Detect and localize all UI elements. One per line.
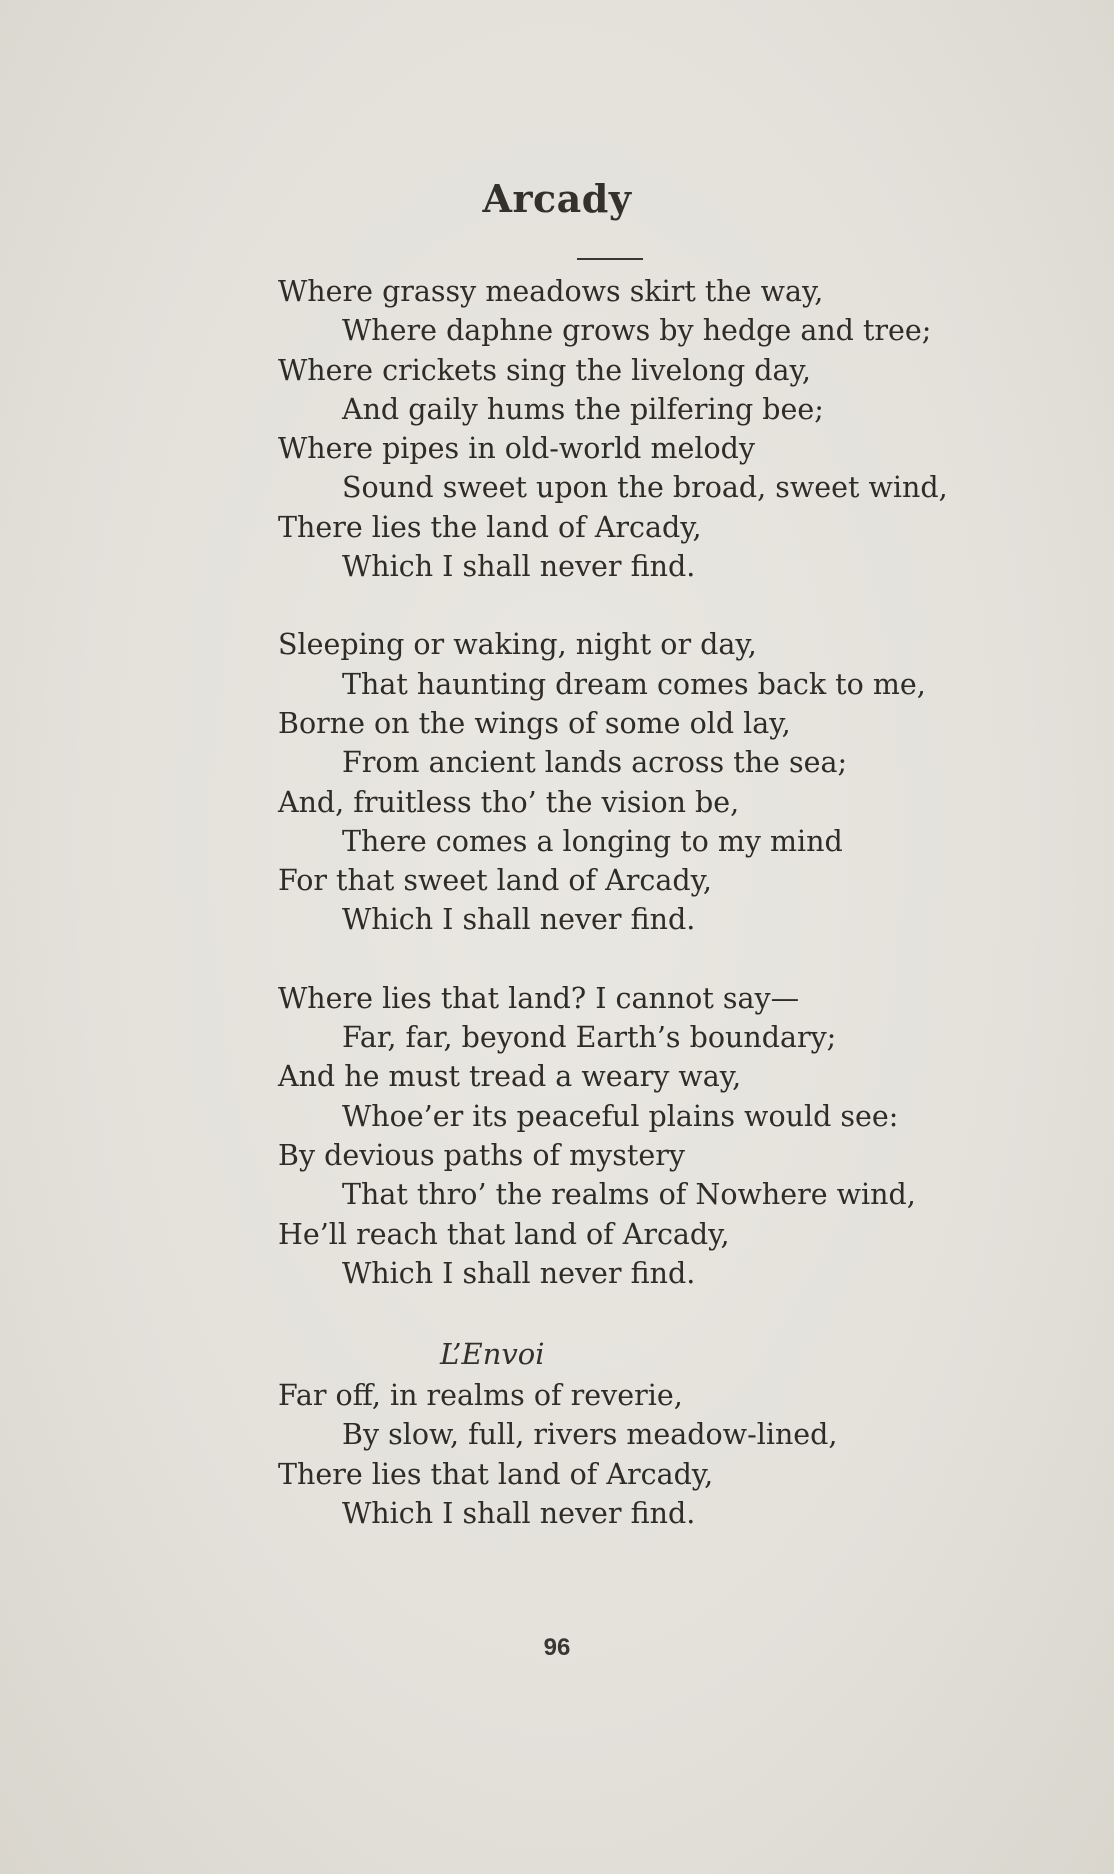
envoi-heading: L’Envoi	[440, 1337, 545, 1372]
verse-line: From ancient lands across the sea;	[342, 746, 848, 780]
verse-line: And, fruitless tho’ the vision be,	[278, 785, 740, 819]
verse-line: There lies that land of Arcady,	[278, 1457, 714, 1491]
verse-line: And he must tread a weary way,	[278, 1060, 742, 1094]
verse-line: Far off, in realms of reverie,	[278, 1379, 683, 1413]
verse-line: Where daphne grows by hedge and tree;	[342, 314, 932, 348]
verse-line: There comes a longing to my mind	[342, 824, 843, 858]
verse-line: There lies the land of Arcady,	[278, 510, 702, 544]
verse-line: He’ll reach that land of Arcady,	[278, 1217, 730, 1251]
verse-line: That thro’ the realms of Nowhere wind,	[342, 1178, 916, 1212]
verse-line: Whoe’er its peaceful plains would see:	[342, 1099, 899, 1133]
stanza-3	[278, 979, 1058, 1293]
verse-line: Sound sweet upon the broad, sweet wind,	[342, 471, 948, 505]
verse-line: Which I shall never find.	[342, 1497, 696, 1531]
verse-line: Which I shall never find.	[342, 550, 696, 584]
verse-line: Which I shall never find.	[342, 903, 696, 937]
verse-line: By devious paths of mystery	[278, 1138, 685, 1172]
verse-line: That haunting dream comes back to me,	[342, 667, 926, 701]
verse-line: Where crickets sing the livelong day,	[278, 353, 811, 387]
verse-line: For that sweet land of Arcady,	[278, 864, 712, 898]
verse-line: By slow, full, rivers meadow-lined,	[342, 1418, 838, 1452]
envoi-stanza	[278, 1332, 1058, 1533]
verse-line: Where grassy meadows skirt the way,	[278, 275, 824, 308]
poem-body	[278, 272, 1058, 1572]
page-number: 96	[543, 1634, 571, 1661]
verse-line: Where pipes in old-world melody	[278, 432, 755, 466]
stanza-2	[278, 625, 1058, 939]
title-rule	[577, 258, 643, 260]
poem-title: Arcady	[482, 176, 632, 221]
verse-line: Which I shall never find.	[342, 1256, 696, 1290]
verse-line: Far, far, beyond Earth’s boundary;	[342, 1021, 837, 1055]
verse-line: Sleeping or waking, night or day,	[278, 628, 757, 662]
verse-line: Where lies that land? I cannot say—	[278, 981, 800, 1015]
stanza-1	[278, 272, 1058, 586]
verse-line: And gaily hums the pilfering bee;	[342, 392, 824, 426]
verse-line: Borne on the wings of some old lay,	[278, 706, 791, 740]
